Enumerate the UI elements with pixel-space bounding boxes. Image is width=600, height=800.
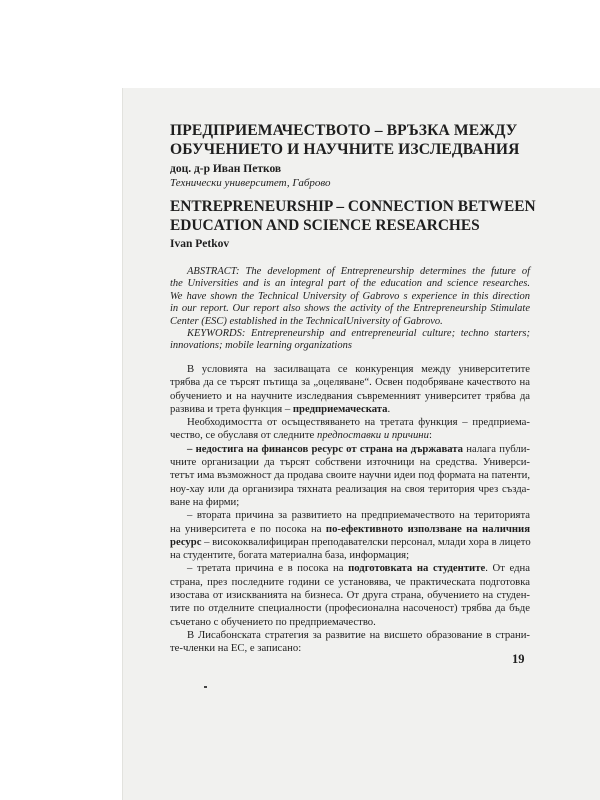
paragraph-line: страна, през последните години се установява, че практическата подготовка: [170, 575, 530, 588]
keywords-line: KEYWORDS: Entrepreneurship and entrepreneurial culture; techno starters;: [187, 328, 530, 340]
abstract-line: Center (ESC) established in the TechnicalUniversity of Gabrovo.: [170, 315, 443, 327]
paragraph-line: Необходимостта от осъществяването на третата функция – предприема-: [187, 416, 530, 429]
affiliation-bg: Технически университет, Габрово: [170, 177, 331, 189]
title-bg-line-1: ПРЕДПРИЕМАЧЕСТВОТО – ВРЪЗКА МЕЖДУ: [170, 122, 518, 139]
bold-term: подготовката на студентите: [348, 562, 486, 575]
italic-term: предпоставки и причини: [316, 429, 429, 442]
paragraph-line: те-членки на ЕС, е записано:: [170, 642, 302, 655]
paragraph-line: на студентите, богата материална база, информация;: [170, 549, 410, 562]
paragraph-line: съчетано с обучението по предприемачество.: [170, 615, 376, 628]
paragraph-line: развива и трета функция – предприемаческата.: [170, 402, 391, 415]
author-en: Ivan Petkov: [170, 238, 230, 250]
abstract-line: We have shown the Technical University of Gabrovo s experience in this direction: [170, 290, 530, 302]
paragraph-line: – втората причина за развитието на предприемачеството на територията: [187, 509, 530, 522]
abstract-line: in our report. Our report also shows the activity of the Entrepreneurship Stimulate: [170, 303, 530, 315]
author-bg: доц. д-р Иван Петков: [170, 163, 282, 175]
title-en-line-2: EDUCATION AND SCIENCE RESEARCHES: [170, 217, 480, 234]
scan-speck: [204, 686, 207, 688]
title-bg-line-2: ОБУЧЕНИЕТО И НАУЧНИТЕ ИЗСЛЕДВАНИЯ: [170, 141, 520, 158]
paragraph-line: трябва да се търсят пътища за „оцеляване“. Освен подобряване качеството на: [170, 376, 530, 389]
paragraph-line: ване на фирми;: [170, 495, 240, 508]
paragraph-line: обучението и на научните изследвания съвременният университет трябва да: [170, 389, 530, 402]
paragraph-line: тите по отделните специалности (професионална насоченост) трябва да бъде: [170, 602, 530, 615]
keywords-line: innovations; mobile learning organizations: [170, 340, 352, 352]
paragraph-line: тетът има възможност да продава своите научни идеи под формата на патенти,: [170, 469, 530, 482]
paragraph-line: В Лисабонската стратегия за развитие на висшето образование в страни-: [187, 628, 530, 641]
page-number: 19: [512, 652, 525, 666]
paragraph-line: на университета е по посока на по-ефективното използване на наличния: [170, 522, 530, 535]
body-text: [170, 363, 530, 656]
bold-term: по-ефективното използване на наличния: [325, 522, 530, 535]
paragraph-line: чество, се обуславя от следните предпоставки и причини:: [170, 429, 432, 442]
paragraph-line: изостава от изискванията на бизнеса. От друга страна, обучението на студен-: [170, 589, 530, 602]
bold-term: ресурс: [170, 535, 202, 548]
bold-term: предприемаческата: [292, 402, 388, 415]
paragraph-line: В условията на засилващата се конкуренция между университетите: [187, 363, 530, 375]
abstract: [170, 266, 530, 353]
paragraph-line: – недостига на финансов ресурс от страна на държавата налага публи-: [187, 442, 530, 455]
paragraph-line: ресурс – висококвалифициран преподавателски персонал, млади хора в лицето: [170, 535, 531, 548]
paragraph-line: ноу-хау или да организира тяхната реализация на своя територия чрез създа-: [170, 482, 530, 495]
abstract-line: the Universities and is an integral part of the education and science researches.: [170, 278, 530, 290]
paragraph-line: чните организации да търсят собствени източници на средства. Универси-: [170, 456, 530, 469]
bold-term: – недостига на финансов ресурс от страна на държавата: [187, 442, 464, 455]
abstract-line: ABSTRACT: The development of Entrepreneurship determines the future of: [187, 266, 530, 277]
paragraph-line: – третата причина е в посока на подготовката на студентите. От една: [187, 562, 530, 575]
title-en-line-1: ENTREPRENEURSHIP – CONNECTION BETWEEN: [170, 198, 536, 215]
